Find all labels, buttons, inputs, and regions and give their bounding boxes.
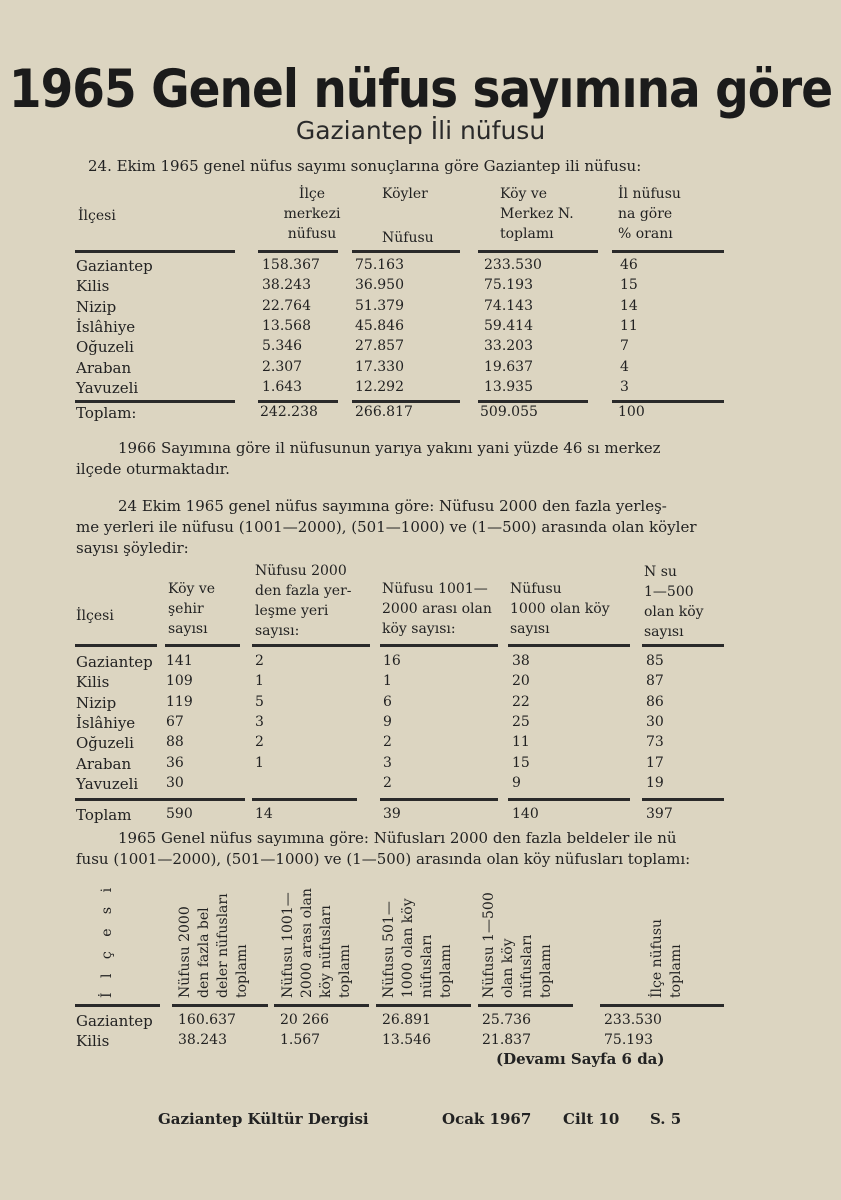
intro2-line-3: sayısı şöyledir: bbox=[76, 539, 189, 557]
t2-cell-r501: 38 bbox=[512, 653, 530, 669]
t1-total-center: 242.238 bbox=[260, 404, 318, 420]
t1-cell-center: 38.243 bbox=[262, 277, 311, 294]
t2-cell-r501: 9 bbox=[512, 774, 521, 791]
t1-total-ratio: 100 bbox=[618, 404, 645, 420]
t2-header-over2000: Nüfusu 2000 den fazla yer- leşme yeri sayısı: bbox=[255, 563, 352, 639]
t1-cell-district: Kilis bbox=[76, 277, 110, 296]
t2-cell-count: 119 bbox=[166, 693, 193, 710]
t2-cell-district: Nizip bbox=[76, 693, 117, 712]
t2-total-r501: 140 bbox=[512, 806, 539, 822]
t1-cell-center: 158.367 bbox=[262, 257, 320, 273]
t3-cell-r1001: 20 266 bbox=[280, 1012, 329, 1028]
t1-header-total: Köy ve Merkez N. toplamı bbox=[500, 186, 574, 242]
continued-note: (Devamı Sayfa 6 da) bbox=[496, 1050, 665, 1068]
t1-cell-total: 75.193 bbox=[484, 277, 533, 294]
t2-rule-top bbox=[165, 644, 240, 647]
t1-rule-bottom bbox=[612, 400, 724, 403]
t3-rule-top bbox=[376, 1004, 471, 1007]
t2-header-district: İlçesi bbox=[76, 608, 114, 624]
t1-rule-bottom bbox=[478, 400, 588, 403]
t3-cell-total: 75.193 bbox=[604, 1032, 653, 1048]
t3-rule-top bbox=[274, 1004, 369, 1007]
t2-cell-count: 67 bbox=[166, 713, 184, 730]
t2-rule-bottom bbox=[252, 798, 357, 801]
t2-cell-r501: 25 bbox=[512, 713, 530, 730]
t1-cell-ratio: 4 bbox=[620, 358, 629, 375]
t2-cell-over2000: 1 bbox=[255, 754, 264, 771]
t2-cell-r1: 86 bbox=[646, 693, 664, 710]
t2-cell-r1: 87 bbox=[646, 673, 664, 690]
t1-cell-villages: 17.330 bbox=[355, 358, 404, 375]
t2-cell-district: Oğuzeli bbox=[76, 734, 134, 753]
t2-cell-r501: 11 bbox=[512, 734, 530, 751]
t2-header-r1001: Nüfusu 1001— 2000 arası olan köy sayısı: bbox=[382, 581, 492, 637]
t2-cell-count: 141 bbox=[166, 653, 193, 669]
t3-cell-r501: 13.546 bbox=[382, 1032, 431, 1048]
t1-cell-ratio: 14 bbox=[620, 297, 638, 314]
t2-cell-r1: 73 bbox=[646, 734, 664, 751]
t2-cell-r501: 22 bbox=[512, 693, 530, 710]
t1-cell-center: 13.568 bbox=[262, 317, 311, 334]
t1-cell-center: 22.764 bbox=[262, 297, 311, 314]
t2-cell-district: Gaziantep bbox=[76, 653, 153, 671]
t2-cell-district: Yavuzeli bbox=[76, 774, 139, 793]
t2-cell-district: İslâhiye bbox=[76, 713, 136, 732]
footer-journal: Gaziantep Kültür Dergisi bbox=[158, 1110, 369, 1128]
t3-cell-r501: 26.891 bbox=[382, 1012, 431, 1028]
t2-rule-top bbox=[508, 644, 630, 647]
t3-rule-top bbox=[600, 1004, 724, 1007]
t1-cell-total: 13.935 bbox=[484, 378, 533, 395]
note-line-2: ilçede oturmaktadır. bbox=[76, 460, 230, 478]
t3-cell-r1001: 1.567 bbox=[280, 1032, 321, 1048]
t1-total-label: Toplam: bbox=[76, 404, 137, 422]
t1-cell-villages: 12.292 bbox=[355, 378, 404, 395]
t2-cell-r1001: 3 bbox=[383, 754, 392, 771]
t2-cell-district: Kilis bbox=[76, 673, 110, 692]
t2-cell-r1: 17 bbox=[646, 754, 664, 771]
t3-header-total: İlçe nüfusu toplamı bbox=[649, 918, 684, 998]
t2-rule-bottom bbox=[380, 798, 498, 801]
t2-rule-top bbox=[75, 644, 157, 647]
t3-header-district: İ l ç e s i bbox=[99, 882, 115, 998]
t2-rule-top bbox=[380, 644, 498, 647]
intro-paragraph-1: 24. Ekim 1965 genel nüfus sayımı sonuçlarına göre Gaziantep ili nüfusu: bbox=[88, 157, 642, 175]
t2-cell-district: Araban bbox=[76, 754, 132, 773]
t2-total-label: Toplam bbox=[76, 806, 132, 824]
t1-cell-villages: 75.163 bbox=[355, 257, 404, 273]
footer-page: S. 5 bbox=[650, 1110, 682, 1128]
t2-cell-r1001: 16 bbox=[383, 653, 401, 669]
t3-cell-district: Kilis bbox=[76, 1032, 110, 1050]
t2-header-count: Köy ve şehir sayısı bbox=[168, 581, 216, 637]
page-title: 1965 Genel nüfus sayımına göre bbox=[8, 58, 833, 121]
intro2-line-2: me yerleri ile nüfusu (1001—2000), (501—1000) ve (1—500) arasında olan köyler bbox=[76, 518, 697, 536]
t2-cell-over2000: 5 bbox=[255, 693, 264, 710]
t1-cell-center: 1.643 bbox=[262, 378, 303, 395]
t3-rule-top bbox=[478, 1004, 573, 1007]
t2-cell-count: 30 bbox=[166, 774, 184, 791]
t3-rule-top bbox=[172, 1004, 268, 1007]
t1-total-total: 509.055 bbox=[480, 404, 538, 420]
t1-rule-top bbox=[75, 250, 235, 253]
t1-cell-district: Araban bbox=[76, 358, 132, 377]
t2-rule-bottom bbox=[642, 798, 724, 801]
t2-cell-r1001: 1 bbox=[383, 673, 392, 690]
t2-cell-r1001: 2 bbox=[383, 734, 392, 751]
t2-cell-r1001: 6 bbox=[383, 693, 392, 710]
t1-cell-district: Yavuzeli bbox=[76, 378, 139, 397]
t2-total-r1: 397 bbox=[646, 806, 673, 822]
t2-cell-over2000: 2 bbox=[255, 734, 264, 751]
t2-total-over2000: 14 bbox=[255, 806, 273, 822]
t1-cell-ratio: 15 bbox=[620, 277, 638, 294]
t1-cell-district: Oğuzeli bbox=[76, 338, 134, 357]
t1-cell-total: 33.203 bbox=[484, 338, 533, 355]
t1-rule-top bbox=[612, 250, 724, 253]
t1-cell-ratio: 3 bbox=[620, 378, 629, 395]
t1-rule-bottom bbox=[258, 400, 338, 403]
footer-volume: Cilt 10 bbox=[563, 1110, 620, 1128]
t3-cell-over2000: 38.243 bbox=[178, 1032, 227, 1048]
t1-cell-ratio: 7 bbox=[620, 338, 629, 355]
t2-cell-r1001: 2 bbox=[383, 774, 392, 791]
t2-total-count: 590 bbox=[166, 806, 193, 822]
page-subtitle: Gaziantep İli nüfusu bbox=[295, 116, 546, 145]
t2-rule-top bbox=[252, 644, 370, 647]
t2-rule-bottom bbox=[508, 798, 630, 801]
t3-header-over2000: Nüfusu 2000 den fazla bel deler nüfusları toplamı bbox=[177, 893, 250, 998]
t2-cell-r501: 15 bbox=[512, 754, 530, 771]
t1-header-center: İlçe merkezi nüfusu bbox=[283, 186, 341, 242]
t3-cell-r1: 25.736 bbox=[482, 1012, 531, 1028]
t1-cell-district: Nizip bbox=[76, 297, 117, 316]
t2-rule-top bbox=[642, 644, 724, 647]
t2-total-r1001: 39 bbox=[383, 806, 401, 822]
t2-rule-bottom bbox=[75, 798, 245, 801]
t1-cell-center: 2.307 bbox=[262, 358, 303, 375]
t1-header-ratio: İl nüfusu na göre % oranı bbox=[618, 186, 681, 242]
t1-rule-bottom bbox=[75, 400, 235, 403]
footer-date: Ocak 1967 bbox=[442, 1110, 532, 1128]
t1-rule-top bbox=[352, 250, 460, 253]
t2-cell-count: 88 bbox=[166, 734, 184, 751]
t2-cell-count: 109 bbox=[166, 673, 193, 690]
note-line-1: 1966 Sayımına göre il nüfusunun yarıya yakını yani yüzde 46 sı merkez bbox=[118, 439, 661, 457]
t2-cell-r501: 20 bbox=[512, 673, 530, 690]
t3-rule-top bbox=[75, 1004, 160, 1007]
t2-cell-r1: 85 bbox=[646, 653, 664, 669]
t2-cell-over2000: 2 bbox=[255, 653, 264, 669]
t1-cell-total: 19.637 bbox=[484, 358, 533, 375]
t2-cell-r1: 19 bbox=[646, 774, 664, 791]
t1-cell-total: 74.143 bbox=[484, 297, 533, 314]
intro3-line-1: 1965 Genel nüfus sayımına göre: Nüfusları 2000 den fazla beldeler ile nü bbox=[118, 829, 677, 847]
t1-cell-ratio: 11 bbox=[620, 317, 638, 334]
t2-header-r501: Nüfusu 1000 olan köy sayısı bbox=[510, 581, 610, 637]
t1-header-district: İlçesi bbox=[78, 208, 116, 224]
t1-rule-top bbox=[258, 250, 338, 253]
t1-cell-total: 59.414 bbox=[484, 317, 533, 334]
t3-header-r501: Nüfusu 501— 1000 olan köy nüfusları toplamı bbox=[381, 898, 454, 998]
t1-cell-center: 5.346 bbox=[262, 338, 303, 355]
t3-header-r1001: Nüfusu 1001— 2000 arası olan köy nüfusları toplamı bbox=[280, 888, 353, 998]
t1-header-villages: Köyler Nüfusu bbox=[382, 186, 434, 246]
t3-cell-over2000: 160.637 bbox=[178, 1012, 236, 1028]
t2-cell-r1: 30 bbox=[646, 713, 664, 730]
t1-rule-top bbox=[478, 250, 598, 253]
intro2-line-1: 24 Ekim 1965 genel nüfus sayımına göre: Nüfusu 2000 den fazla yerleş- bbox=[118, 497, 667, 515]
t3-cell-district: Gaziantep bbox=[76, 1012, 153, 1030]
t1-cell-district: Gaziantep bbox=[76, 257, 153, 275]
intro3-line-2: fusu (1001—2000), (501—1000) ve (1—500) arasında olan köy nüfusları toplamı: bbox=[76, 850, 691, 868]
t1-cell-ratio: 46 bbox=[620, 257, 638, 273]
t3-cell-r1: 21.837 bbox=[482, 1032, 531, 1048]
t1-cell-villages: 51.379 bbox=[355, 297, 404, 314]
t1-cell-total: 233.530 bbox=[484, 257, 542, 273]
t1-cell-villages: 36.950 bbox=[355, 277, 404, 294]
t2-cell-count: 36 bbox=[166, 754, 184, 771]
t2-cell-over2000: 1 bbox=[255, 673, 264, 690]
t1-cell-villages: 45.846 bbox=[355, 317, 404, 334]
t2-header-r1: N su 1—500 olan köy sayısı bbox=[644, 564, 704, 640]
t3-header-r1: Nüfusu 1—500 olan köy nüfusları toplamı bbox=[481, 892, 554, 998]
t1-rule-bottom bbox=[352, 400, 460, 403]
t2-cell-over2000: 3 bbox=[255, 713, 264, 730]
t1-cell-district: İslâhiye bbox=[76, 317, 136, 336]
t3-cell-total: 233.530 bbox=[604, 1012, 662, 1028]
t2-cell-r1001: 9 bbox=[383, 713, 392, 730]
t1-cell-villages: 27.857 bbox=[355, 338, 404, 355]
t1-total-villages: 266.817 bbox=[355, 404, 413, 420]
